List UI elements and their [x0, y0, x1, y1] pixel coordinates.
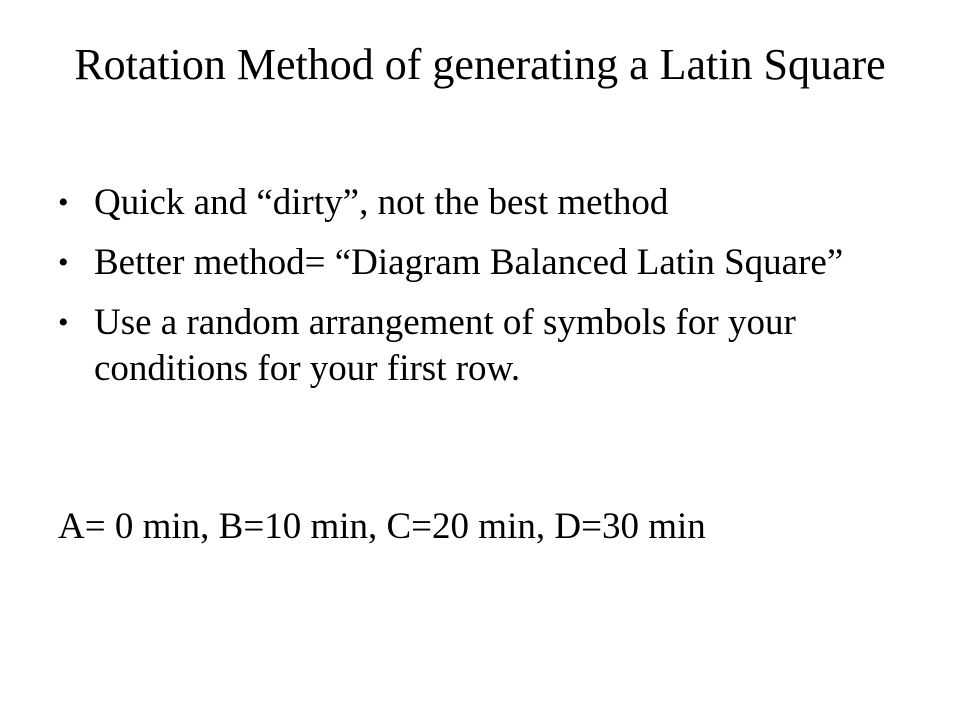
bullet-icon: •: [58, 186, 69, 219]
bullet-item: [58, 300, 918, 392]
slide-title: Rotation Method of generating a Latin Square: [74, 40, 886, 89]
bullet-text: Use a random arrangement of symbols for your conditions for your first row.: [94, 302, 796, 389]
bullet-item: [58, 180, 918, 226]
bullet-item: [58, 240, 918, 286]
condition-definitions: A= 0 min, B=10 min, C=20 min, D=30 min: [58, 506, 706, 547]
bullet-icon: •: [58, 246, 69, 279]
bullet-icon: •: [58, 306, 69, 339]
bullet-text: Better method= “Diagram Balanced Latin Square”: [94, 242, 844, 283]
bullet-list: [58, 180, 918, 406]
bullet-text: Quick and “dirty”, not the best method: [94, 182, 669, 223]
